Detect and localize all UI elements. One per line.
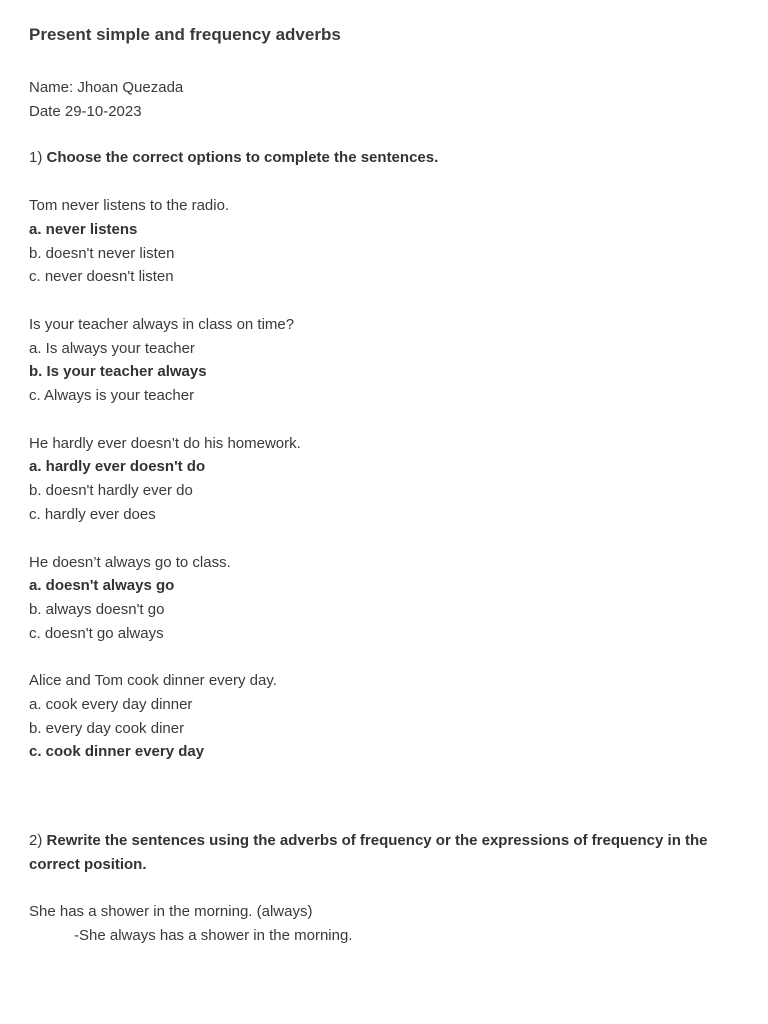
question-sentence: Alice and Tom cook dinner every day. (29, 672, 277, 690)
section-2 (29, 829, 741, 947)
question-3 (29, 432, 739, 527)
option: b. always doesn't go (29, 600, 165, 618)
section-1-instruction: Choose the correct options to complete the sentences. (46, 149, 439, 167)
option-selected: b. Is your teacher always (29, 363, 207, 381)
date-line: Date 29-10-2023 (29, 102, 142, 120)
option: b. every day cook diner (29, 719, 185, 737)
option-selected: a. never listens (29, 220, 138, 238)
option: a. cook every day dinner (29, 696, 193, 714)
option: c. never doesn't listen (29, 268, 174, 286)
section-2-heading (29, 829, 741, 877)
option: b. doesn't never listen (29, 244, 175, 262)
option: c. hardly ever does (29, 505, 156, 523)
question-sentence: He doesn’t always go to class. (29, 553, 231, 571)
section-1 (29, 146, 739, 764)
rewrite-item-1 (29, 900, 741, 947)
option: a. Is always your teacher (29, 339, 195, 357)
section-2-number: 2) (29, 832, 47, 849)
section-2-instruction: Rewrite the sentences using the adverbs of frequency or the expressions of frequency in the correct position. (29, 832, 708, 873)
question-sentence: Tom never listens to the radio. (29, 197, 230, 215)
document-title: Present simple and frequency adverbs (29, 25, 341, 44)
option: c. Always is your teacher (29, 387, 195, 405)
option: c. doesn't go always (29, 624, 164, 642)
option-selected: a. hardly ever doesn't do (29, 458, 206, 476)
option-selected: a. doesn't always go (29, 577, 175, 595)
question-sentence: He hardly ever doesn’t do his homework. (29, 434, 301, 452)
rewrite-answer[interactable]: -She always has a shower in the morning. (74, 926, 353, 944)
section-1-number: 1) (29, 149, 47, 167)
question-5 (29, 669, 739, 764)
name-line: Name: Jhoan Quezada (29, 79, 184, 96)
rewrite-prompt: She has a shower in the morning. (always) (29, 903, 313, 920)
question-4 (29, 551, 739, 646)
question-2 (29, 313, 739, 408)
question-1 (29, 194, 739, 289)
document-meta (29, 76, 739, 123)
question-sentence: Is your teacher always in class on time? (29, 315, 295, 333)
option-selected: c. cook dinner every day (29, 743, 205, 761)
section-1-heading (29, 146, 739, 170)
option: b. doesn't hardly ever do (29, 482, 193, 500)
